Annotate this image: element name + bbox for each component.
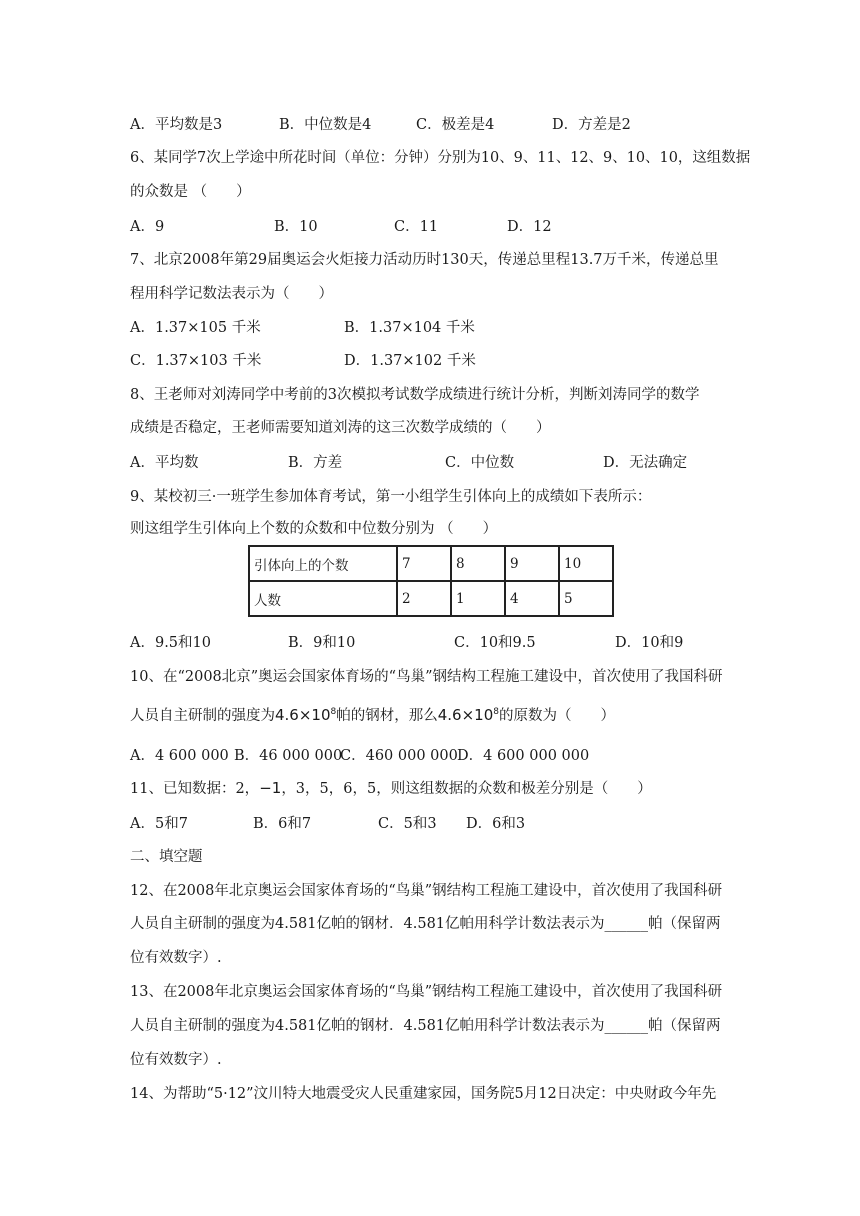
formula-base: 4.6×10: [275, 706, 331, 724]
q7-options-row1: [130, 316, 750, 338]
q5-option-d: D．方差是2: [552, 117, 631, 133]
q9-table: [248, 545, 614, 617]
formula-base: 4.6×10: [437, 706, 494, 724]
table-cell: 4: [505, 581, 559, 616]
q6-option-a: A．9: [130, 219, 165, 235]
q11-option-b: B．6和7: [253, 816, 312, 832]
q10-option-b: B．46 000 000: [234, 748, 343, 764]
formula-exponent: 8: [493, 707, 499, 717]
q9-option-c: C．10和9.5: [454, 635, 536, 651]
section-heading-fill-in: 二、填空题: [130, 849, 203, 865]
q12-text-line3: 位有效数字）.: [130, 950, 222, 966]
q9-option-b: B．9和10: [288, 635, 356, 651]
q13-text-line3: 位有效数字）.: [130, 1052, 222, 1068]
q11-text-line1: [130, 777, 652, 798]
q12-text-line2: 人员自主研制的强度为4.581亿帕的钢材．4.581亿帕用科学计数法表示为______帕（保留两: [130, 916, 721, 932]
q6-option-d: D．12: [507, 219, 552, 235]
q10-text-part1: 人员自主研制的强度为: [130, 708, 275, 724]
q11-text-part2: ，3，5，6，5，则这组数据的众数和极差分别是（ ）: [281, 781, 652, 797]
table-row: [249, 581, 613, 616]
q10-formula-2: [438, 706, 499, 724]
q13-text-line1: 13、在2008年北京奥运会国家体育场的“鸟巢”钢结构工程施工建设中，首次使用了我国科研: [130, 984, 723, 1000]
q7-option-c: C．1.37×103 千米: [130, 353, 262, 369]
q8-option-a: A．平均数: [130, 455, 199, 471]
table-cell: 5: [559, 581, 613, 616]
table-cell: 7: [397, 546, 451, 581]
table-cell: 9: [505, 546, 559, 581]
q14-text-line1: 14、为帮助“5·12”汶川特大地震受灾人民重建家园，国务院5月12日决定：中央财政今年先: [130, 1086, 717, 1102]
q9-options: [130, 631, 750, 653]
q11-option-a: A．5和7: [130, 816, 188, 832]
q11-formula: −1: [259, 779, 282, 797]
q11-option-d: D．6和3: [466, 816, 526, 832]
formula-exponent: 8: [330, 707, 337, 717]
q5-option-b: B．中位数是4: [279, 117, 372, 133]
q10-text-line1: 10、在“2008北京”奥运会国家体育场的“鸟巢”钢结构工程施工建设中，首次使用了我国科研: [130, 669, 723, 685]
q9-option-a: A．9.5和10: [130, 635, 211, 651]
q11-text-part1: 11、已知数据：2，: [130, 781, 260, 797]
q7-text-line1: 7、北京2008年第29届奥运会火炬接力活动历时130天，传递总里程13.7万千米，传递总里: [130, 252, 719, 268]
q8-option-d: D．无法确定: [603, 455, 688, 471]
q10-option-a: A．4 600 000: [130, 748, 229, 764]
q6-option-c: C．11: [394, 219, 439, 235]
q7-text-line2: 程用科学记数法表示为（ ）: [130, 286, 333, 302]
q6-option-b: B．10: [274, 219, 318, 235]
q7-options-row2: [130, 349, 750, 371]
q11-options: [130, 812, 750, 834]
q6-text-line2: 的众数是 （ ）: [130, 184, 251, 200]
q8-option-c: C．中位数: [445, 455, 515, 471]
table-header-cell: 人数: [249, 581, 397, 616]
q7-option-a: A．1.37×105 千米: [130, 320, 261, 336]
table-header-cell: 引体向上的个数: [249, 546, 397, 581]
table-row: [249, 546, 613, 581]
q5-option-c: C．极差是4: [416, 117, 495, 133]
q10-option-c: C．460 000 000: [340, 748, 458, 764]
q8-option-b: B．方差: [288, 455, 343, 471]
q8-text-line2: 成绩是否稳定，王老师需要知道刘涛的这三次数学成绩的（ ）: [130, 420, 551, 436]
q7-option-b: B．1.37×104 千米: [344, 320, 475, 336]
q13-text-line2: 人员自主研制的强度为4.581亿帕的钢材．4.581亿帕用科学计数法表示为______帕（保留两: [130, 1018, 721, 1034]
q8-text-line1: 8、王老师对刘涛同学中考前的3次模拟考试数学成绩进行统计分析，判断刘涛同学的数学: [130, 387, 700, 403]
q11-option-c: C．5和3: [378, 816, 437, 832]
q6-text-line1: 6、某同学7次上学途中所花时间（单位：分钟）分别为10、9、11、12、9、10、10，这组数据: [130, 150, 751, 166]
q6-options: [130, 215, 750, 237]
q7-option-d: D．1.37×102 千米: [344, 353, 476, 369]
q9-text-line2: 则这组学生引体向上个数的众数和中位数分别为 （ ）: [130, 521, 498, 537]
q8-options: [130, 451, 750, 473]
q10-option-d: D．4 600 000 000: [457, 748, 590, 764]
q9-option-d: D．10和9: [615, 635, 684, 651]
q10-text-part3: 的原数为（ ）: [499, 708, 615, 724]
q10-text-line2: [130, 704, 615, 725]
q10-text-part2: 帕的钢材，那么: [336, 708, 438, 724]
table-cell: 8: [451, 546, 505, 581]
table-cell: 1: [451, 581, 505, 616]
q5-options: [130, 113, 750, 135]
q12-text-line1: 12、在2008年北京奥运会国家体育场的“鸟巢”钢结构工程施工建设中，首次使用了我国科研: [130, 883, 723, 899]
q5-option-a: A．平均数是3: [130, 117, 223, 133]
table-cell: 2: [397, 581, 451, 616]
q9-text-line1: 9、某校初三·一班学生参加体育考试，第一小组学生引体向上的成绩如下表所示：: [130, 489, 652, 505]
q10-options: [130, 744, 750, 766]
table-cell: 10: [559, 546, 613, 581]
q10-formula-1: [275, 706, 336, 724]
